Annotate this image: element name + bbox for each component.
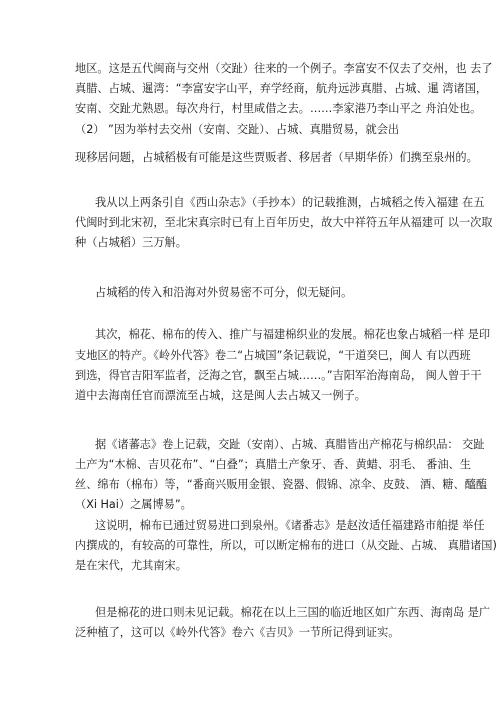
text-line: 安南、交趾尤熟恩。每次舟行，村里咸借之去。……李家港乃李山平之 舟泊处也。 (75, 102, 482, 115)
text-line: 种（占城稻）三万斛。 (75, 236, 187, 249)
text-line: 代闽时到北宋初，至北宋真宗时已有上百年历史，故大中祥符五年从福建可 以一次取 (75, 216, 493, 229)
text-line: 内撰成的，有较高的可靠性，所以，可以断定棉布的进口（从交趾、占城、 真腊诸国) (75, 539, 497, 552)
text-line: 真腊、占城、暹湾：“李富安字山平，弃学经商，航舟远涉真腊、占城、暹 湾诸国， (75, 82, 488, 95)
text-line: 其次，棉花、棉布的传入、推广与福建棉织业的发展。棉花也象占城稻一样 是印 (95, 328, 491, 341)
text-line: 占城稻的传入和沿海对外贸易密不可分，似无疑问。 (95, 286, 353, 299)
text-line: 现移居问题，占城稻极有可能是这些贾贩者、移居者（早期华侨）们携至泉州的。 (75, 151, 478, 164)
text-line: 据《诸蕃志》卷上记载，交趾（安南）、占城、真腊皆出产棉花与棉织品： 交趾 (95, 438, 485, 451)
text-line: 这说明，棉布已通过贸易进口到泉州。《诸番志》是赵汝适任福建路市舶提 举任 (95, 519, 485, 532)
text-line: （Xi Hai）之属博易”。 (75, 498, 192, 511)
text-line: 地区。这是五代闽商与交州（交趾）往来的一个例子。李富安不仅去了交州，也 去了 (75, 62, 493, 75)
text-line: 土产为“木棉、吉贝花布”、“白叠”；真腊土产象牙、香、黄蜡、羽毛、 番油、生 (75, 458, 471, 471)
text-line: （2） ”因为举村去交州（安南、交趾）、占城、真腊贸易，就会出 (75, 123, 400, 136)
text-line: 我从以上两条引自《西山杂志》（手抄本）的记载推测，占城稻之传入福建 在五 (95, 196, 485, 209)
text-line: 泛种植了，这可以《岭外代答》卷六《吉贝》一节所记得到证实。 (75, 626, 400, 639)
text-line: 是在宋代，尤其南宋。 (75, 559, 187, 572)
text-line: 道中去海南任官而漂流至占城，这是闽人去占城又一例子。 (75, 389, 366, 402)
text-line: 但是棉花的进口则未见记载。棉花在以上三国的临近地区如广东西、海南岛 是广 (95, 606, 491, 619)
text-line: 到选，得官吉阳军监者，泛海之官，飘至占城……。”吉阳军治海南岛， 闽人曾于干 (75, 369, 482, 382)
text-line: 支地区的特产。《岭外代答》卷二“占城国”条记载说，“干道癸巳，闽人 有以西班 (75, 349, 471, 362)
text-line: 丝、绵布（棉布）等，“番商兴贩用金银、瓷器、假锦、凉伞、皮鼓、 酒、糖、醯醢 (75, 478, 488, 491)
